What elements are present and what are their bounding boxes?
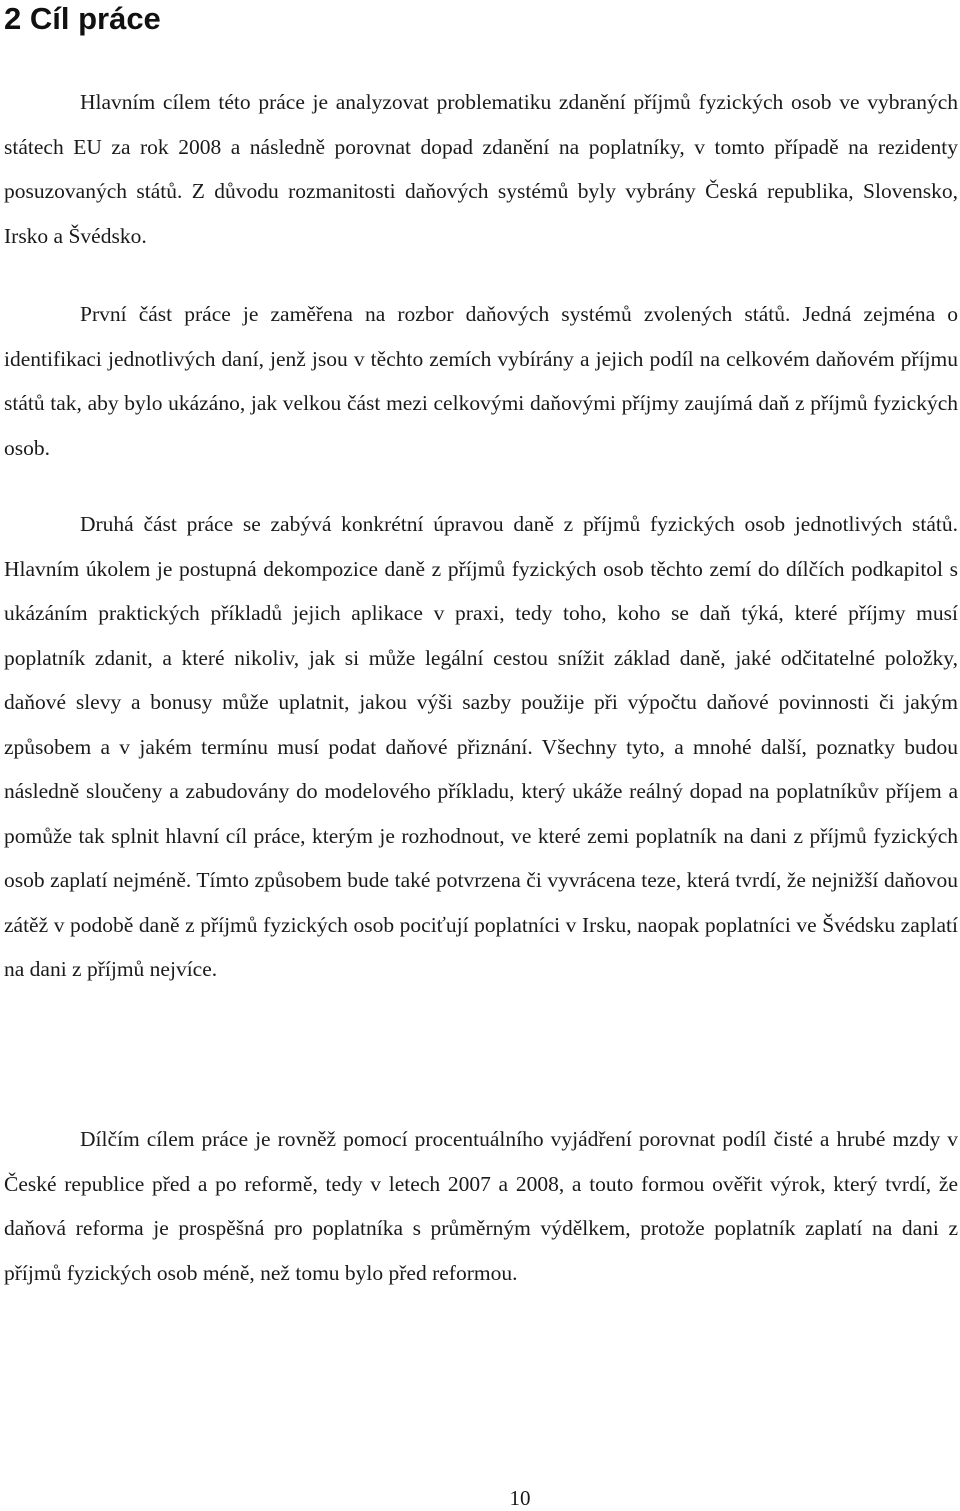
paragraph-first-part [4, 292, 958, 470]
paragraph-text: Dílčím cílem práce je rovněž pomocí procentuálního vyjádření porovnat podíl čisté a hrubé mzdy v České republice před a po reformě, tedy v letech 2007 a 2008, a touto formou ověřit výrok, který tvrdí, že daňová reforma je prospěšná pro poplatníka s průměrným výdělkem, protože poplatník zaplatí na dani z příjmů fyzických osob méně, než tomu bylo před reformou. [4, 1127, 958, 1285]
paragraph-text: První část práce je zaměřena na rozbor daňových systémů zvolených států. Jedná zejména o identifikaci jednotlivých daní, jenž jsou v těchto zemích vybírány a jejich podíl na celkovém daňovém příjmu států tak, aby bylo ukázáno, jak velkou část mezi celkovými daňovými příjmy zaujímá daň z příjmů fyzických osob. [4, 302, 958, 460]
paragraph-text: Druhá část práce se zabývá konkrétní úpravou daně z příjmů fyzických osob jednotlivých států. Hlavním úkolem je postupná dekompozice daně z příjmů fyzických osob těchto zemí do dílčích podkapitol s ukázáním praktických příkladů jejich aplikace v praxi, tedy toho, koho se daň týká, které příjmy musí poplatník zdanit, a které nikoliv, jak si může legální cestou snížit základ daně, jaké odčitatelné položky, daňové slevy a bonusy může uplatnit, jakou výši sazby použije při výpočtu daňové povinnosti či jakým způsobem a v jakém termínu musí podat daňové přiznání. Všechny tyto, a mnohé další, poznatky budou následně sloučeny a zabudovány do modelového příkladu, který ukáže reálný dopad na poplatníkův příjem a pomůže tak splnit hlavní cíl práce, kterým je rozhodnout, ve které zemi poplatník na dani z příjmů fyzických osob zaplatí nejméně. Tímto způsobem bude také potvrzena či vyvrácena teze, která tvrdí, že nejnižší daňovou zátěž v podobě daně z příjmů fyzických osob pociťují poplatníci v Irsku, naopak poplatníci ve Švédsku zaplatí na dani z příjmů nejvíce. [4, 512, 958, 981]
chapter-heading: 2 Cíl práce [4, 1, 161, 36]
paragraph-text: Hlavním cílem této práce je analyzovat problematiku zdanění příjmů fyzických osob ve vybraných státech EU za rok 2008 a následně porovnat dopad zdanění na poplatníky, v tomto případě na rezidenty posuzovaných států. Z důvodu rozmanitosti daňových systémů byly vybrány Česká republika, Slovensko, Irsko a Švédsko. [4, 90, 958, 248]
paragraph-second-part [4, 502, 958, 992]
page-number: 10 [509, 1486, 531, 1510]
paragraph-main-goal [4, 80, 958, 258]
paragraph-partial-goal [4, 1117, 958, 1295]
